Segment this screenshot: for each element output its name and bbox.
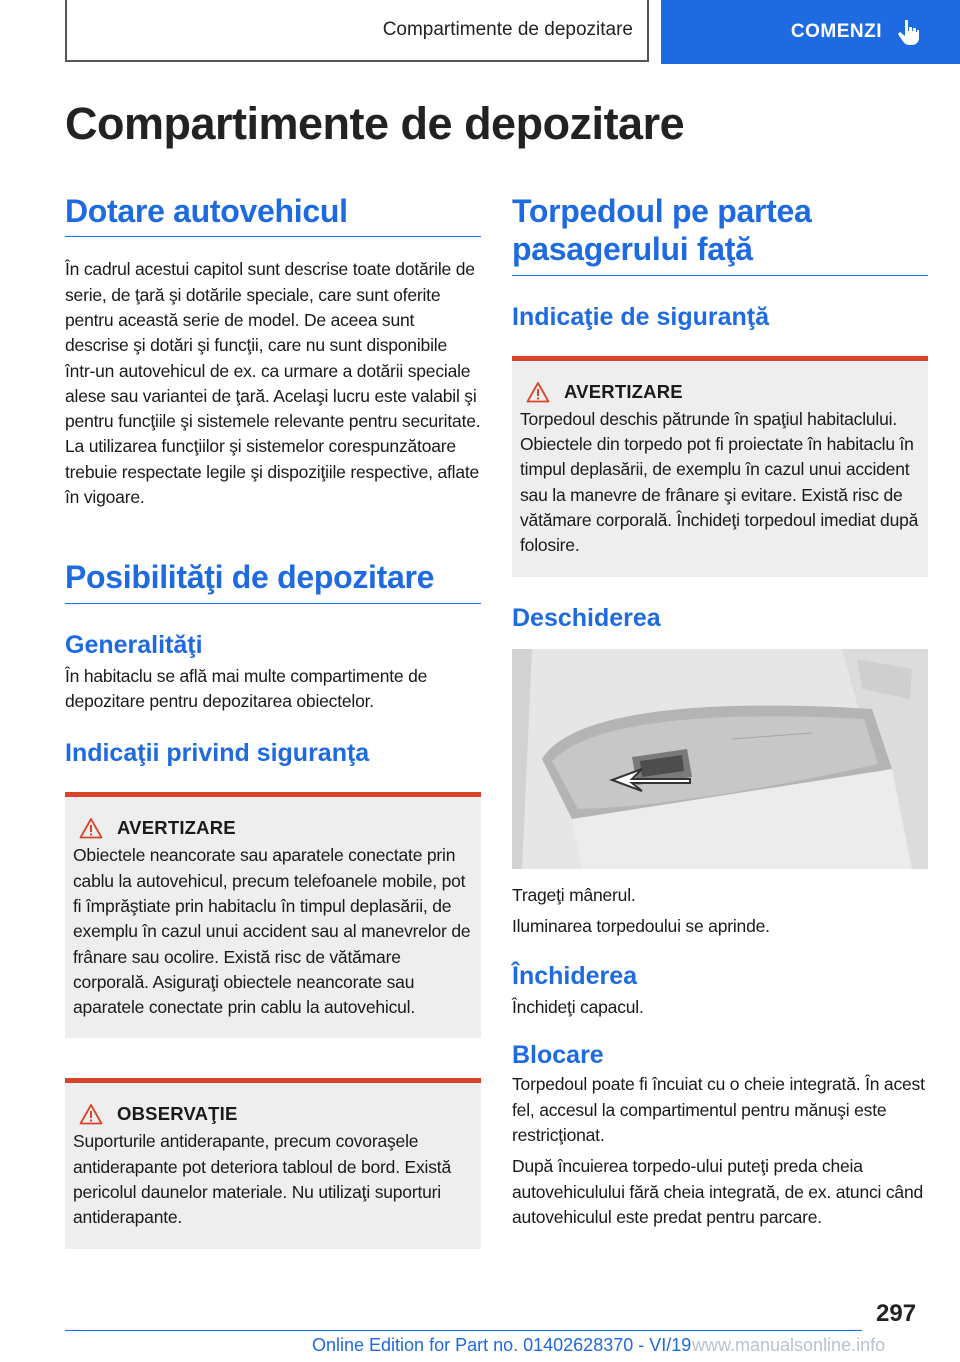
- section-title-posibilitati: Posibilităţi de depozitare: [65, 558, 481, 603]
- notice-header: [73, 1103, 473, 1125]
- notice-text: Suporturile antiderapante, precum covoraşele antiderapante pot deteriora tabloul de bord. Există pericolul daunelor materiale. Nu utilizaţi suporturi antiderapante.: [73, 1131, 451, 1228]
- footer-divider: [65, 1330, 862, 1331]
- generalitati-paragraph: În habitaclu se află mai multe compartimente de depozitare pentru depozitarea obiectelor.: [65, 665, 428, 712]
- subsection-generalitati: Generalităţi: [65, 630, 203, 659]
- warning-triangle-icon: [79, 817, 103, 839]
- header-chapter-tab[interactable]: [661, 0, 960, 64]
- footer-edition: Online Edition for Part no. 01402628370 - VI/19: [312, 1335, 692, 1355]
- notice-box-antislip: [65, 1078, 481, 1248]
- subsection-indicatii: Indicaţii privind siguranţa: [65, 739, 370, 768]
- warning-text: Obiectele neancorate sau aparatele conectate prin cablu la autovehicul, precum telefoanele mobile, pot fi împrăştiate prin habitaclu în timpul deplasării, de exemplu în cazul unui accident sau al manevrelor de frânare sau ocolire. Există risc de vătămare corporală. Asiguraţi obiectele neancorate sau aparatele conectate prin cablu la autovehicul.: [73, 845, 471, 1018]
- warning-label: AVERTIZARE: [117, 817, 236, 839]
- subsection-indicatie-siguranta: Indicaţie de siguranţă: [512, 302, 770, 331]
- close-text: Închideţi capacul.: [512, 997, 644, 1018]
- subsection-blocare: Blocare: [512, 1041, 604, 1070]
- open-step-1: Trageţi mânerul.: [512, 884, 636, 905]
- subsection-deschiderea: Deschiderea: [512, 603, 661, 632]
- left-column: [65, 192, 481, 1249]
- hand-pointer-icon: [898, 19, 920, 45]
- open-step-2: Iluminarea torpedoului se aprinde.: [512, 915, 770, 936]
- warning-box-glovebox: [512, 356, 928, 577]
- warning-triangle-icon: [79, 1103, 103, 1125]
- header-section-tab: [65, 0, 649, 62]
- section-title-torpedoul: Torpedoul pe partea pasagerului faţă: [512, 192, 928, 276]
- page-title: Compartimente de depozitare: [65, 98, 685, 149]
- glovebox-illustration: [512, 649, 928, 869]
- subsection-inchiderea: Închiderea: [512, 962, 638, 991]
- warning-text: Torpedoul deschis pătrunde în spaţiul habitaclului. Obiectele din torpedo pot fi proiectate în habitaclu în timpul deplasării, de exemplu în cazul unui accident sau la manevre de frânare şi evitare. Există risc de vătămare corporală. Închideţi torpedoul imediat după folosire.: [520, 408, 919, 556]
- notice-label: OBSERVAŢIE: [117, 1103, 238, 1125]
- right-column: [512, 192, 928, 1230]
- section-title-dotare: Dotare autovehicul: [65, 192, 481, 237]
- warning-header: [73, 817, 473, 839]
- warning-header: [520, 381, 920, 403]
- lock-text-2: După încuierea torpedo-ului puteţi preda cheia autovehiculului fără cheia integrată, de ex. atunci când autovehiculul este predat pentru parcare.: [512, 1156, 924, 1227]
- warning-box-objects: [65, 792, 481, 1038]
- footer-watermark: www.manualsonline.info: [692, 1335, 886, 1355]
- header-chapter-label: COMENZI: [790, 21, 882, 42]
- warning-label: AVERTIZARE: [564, 380, 683, 402]
- lock-text-1: Torpedoul poate fi încuiat cu o cheie integrată. În acest fel, accesul la compartimentul pentru mănuşi este restricţionat.: [512, 1074, 925, 1146]
- dotare-paragraph: În cadrul acestui capitol sunt descrise toate dotările de serie, de ţară şi dotările speciale, care sunt oferite pentru această serie de model. De aceea sunt descrise şi dotări şi funcţii, care nu sunt disponibile într-un autovehicul de ex. ca urmare a dotării speciale alese sau variantei de ţară. Acelaşi lucru este valabil şi pentru funcţiile şi sistemele relevante pentru securitate. La utilizarea funcţiilor şi sistemelor corespunzătoare trebuie respectate legile şi dispoziţiile respective, aflate în vigoare.: [65, 259, 481, 508]
- page-number: 297: [876, 1300, 917, 1327]
- warning-triangle-icon: [526, 381, 550, 403]
- header-section-label: Compartimente de depozitare: [382, 19, 633, 40]
